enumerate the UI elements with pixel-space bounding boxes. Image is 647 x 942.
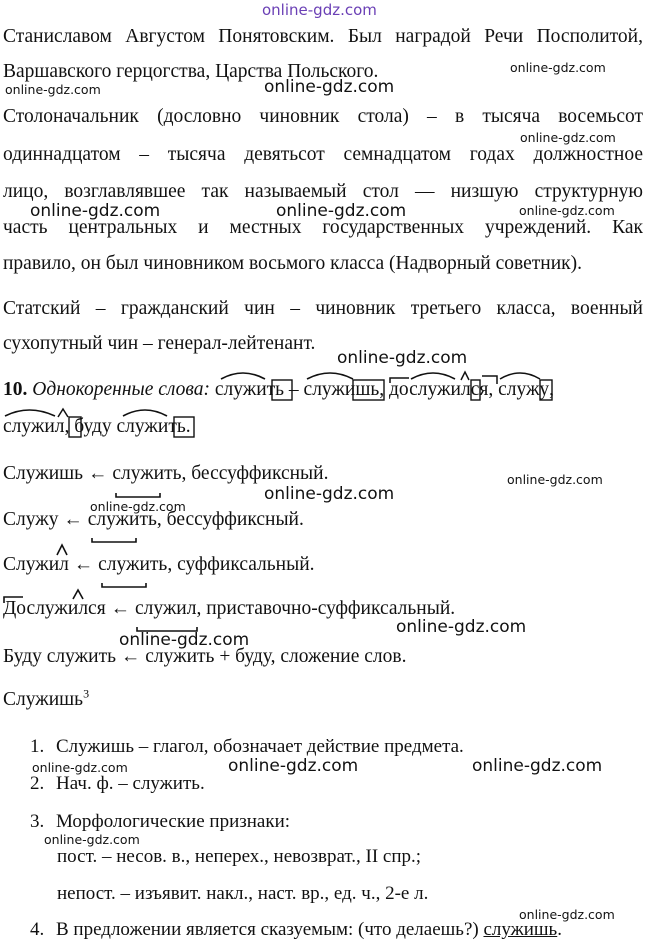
task10-line-1: 10. Однокоренные слова: служить – служишь , дослужился , служу ,: [3, 378, 554, 402]
predicate-word: служишь: [483, 919, 558, 940]
watermark: online-gdz.com: [30, 201, 161, 221]
watermark: online-gdz.com: [119, 630, 250, 650]
word-sluzhit-analyzed-2: служить: [117, 415, 186, 439]
dash: –: [288, 379, 299, 400]
text-line-1: Станиславом Августом Понятовским. Был наградой Речи Посполитой,: [3, 26, 643, 47]
nonconstant-features: непост. – изъявит. накл., наст. вр., ед. ч., 2-е л.: [57, 883, 429, 904]
watermark: online-gdz.com: [264, 77, 395, 97]
watermark: online-gdz.com: [396, 617, 527, 637]
derivation-word: Служил: [3, 553, 69, 577]
text-line-6: часть центральных и местных государственных учреждений. Как: [3, 217, 643, 238]
derivation-source: служить: [112, 462, 181, 486]
watermark: online-gdz.com: [5, 82, 101, 97]
text-line-9: сухопутный чин – генерал-лейтенант.: [3, 333, 316, 354]
task10-line-2: служил , буду служить .: [3, 415, 191, 439]
derivation-source: служил: [135, 597, 197, 621]
derivation-word: Дослужился: [3, 597, 106, 621]
word-sluzhu-analyzed: служу: [498, 378, 549, 402]
task-heading: Однокоренные слова:: [32, 379, 210, 400]
list-item: 4. В предложении является сказуемым: (что делаешь?) служишь.: [30, 919, 562, 940]
watermark-top: online-gdz.com: [262, 1, 377, 19]
analysis-title: Служишь$^3$: [3, 686, 90, 710]
word-sluzhil-analyzed: служил: [3, 415, 65, 439]
watermark: online-gdz.com: [519, 203, 615, 218]
watermark: online-gdz.com: [520, 130, 616, 145]
derivation-row: Буду служить ← служить + буду, сложение слов.: [3, 646, 407, 667]
derivation-source: служить: [98, 553, 167, 577]
watermark: online-gdz.com: [337, 348, 468, 368]
watermark: online-gdz.com: [32, 760, 128, 775]
text-line-8: Статский – гражданский чин – чиновник третьего класса, военный: [3, 298, 643, 319]
constant-features: пост. – несов. в., неперех., невозврат., II спр.;: [57, 846, 422, 867]
text-line-4: одиннадцатом – тысяча девятьсот семнадцатом годах должностное: [3, 144, 643, 165]
text-line-2: Варшавского герцогства, Царства Польского.: [3, 61, 379, 82]
word-sluzhit-analyzed: служить: [215, 378, 284, 402]
watermark: online-gdz.com: [90, 499, 186, 514]
watermark: online-gdz.com: [507, 472, 603, 487]
watermark: online-gdz.com: [472, 756, 603, 776]
watermark: online-gdz.com: [519, 907, 615, 922]
list-item: 2. Нач. ф. – служить.: [30, 773, 205, 794]
list-item: 3. Морфологические признаки:: [30, 811, 291, 832]
word-sluzhish-analyzed: служишь: [304, 378, 380, 402]
watermark: online-gdz.com: [228, 756, 359, 776]
derivation-row: Служишь ← служить , бессуффиксный.: [3, 462, 328, 486]
text-line-3: Столоначальник (дословно чиновник стола) – в тысяча восемьсот: [3, 106, 643, 127]
derivation-source: служить: [88, 508, 157, 532]
word-budu: буду: [74, 416, 112, 437]
derivation-row: Дослужился ← служил , приставочно-суффиксальный.: [3, 597, 455, 621]
word-dosluzhilsya-analyzed: дослужился: [389, 378, 488, 402]
text-line-7: правило, он был чиновником восьмого класса (Надворный советник).: [3, 253, 582, 274]
text-line-5: лицо, возглавлявшее так называемый стол — низшую структурную: [3, 181, 643, 202]
task-number: 10.: [3, 379, 28, 400]
watermark: online-gdz.com: [510, 60, 606, 75]
watermark: online-gdz.com: [44, 832, 140, 847]
watermark: online-gdz.com: [276, 201, 407, 221]
derivation-row: Служил ← служить , суффиксальный.: [3, 553, 315, 577]
watermark: online-gdz.com: [264, 484, 395, 504]
derivation-row: Служу ← служить , бессуффиксный.: [3, 508, 304, 532]
list-item: 1. Служишь – глагол, обозначает действие предмета.: [30, 736, 464, 757]
